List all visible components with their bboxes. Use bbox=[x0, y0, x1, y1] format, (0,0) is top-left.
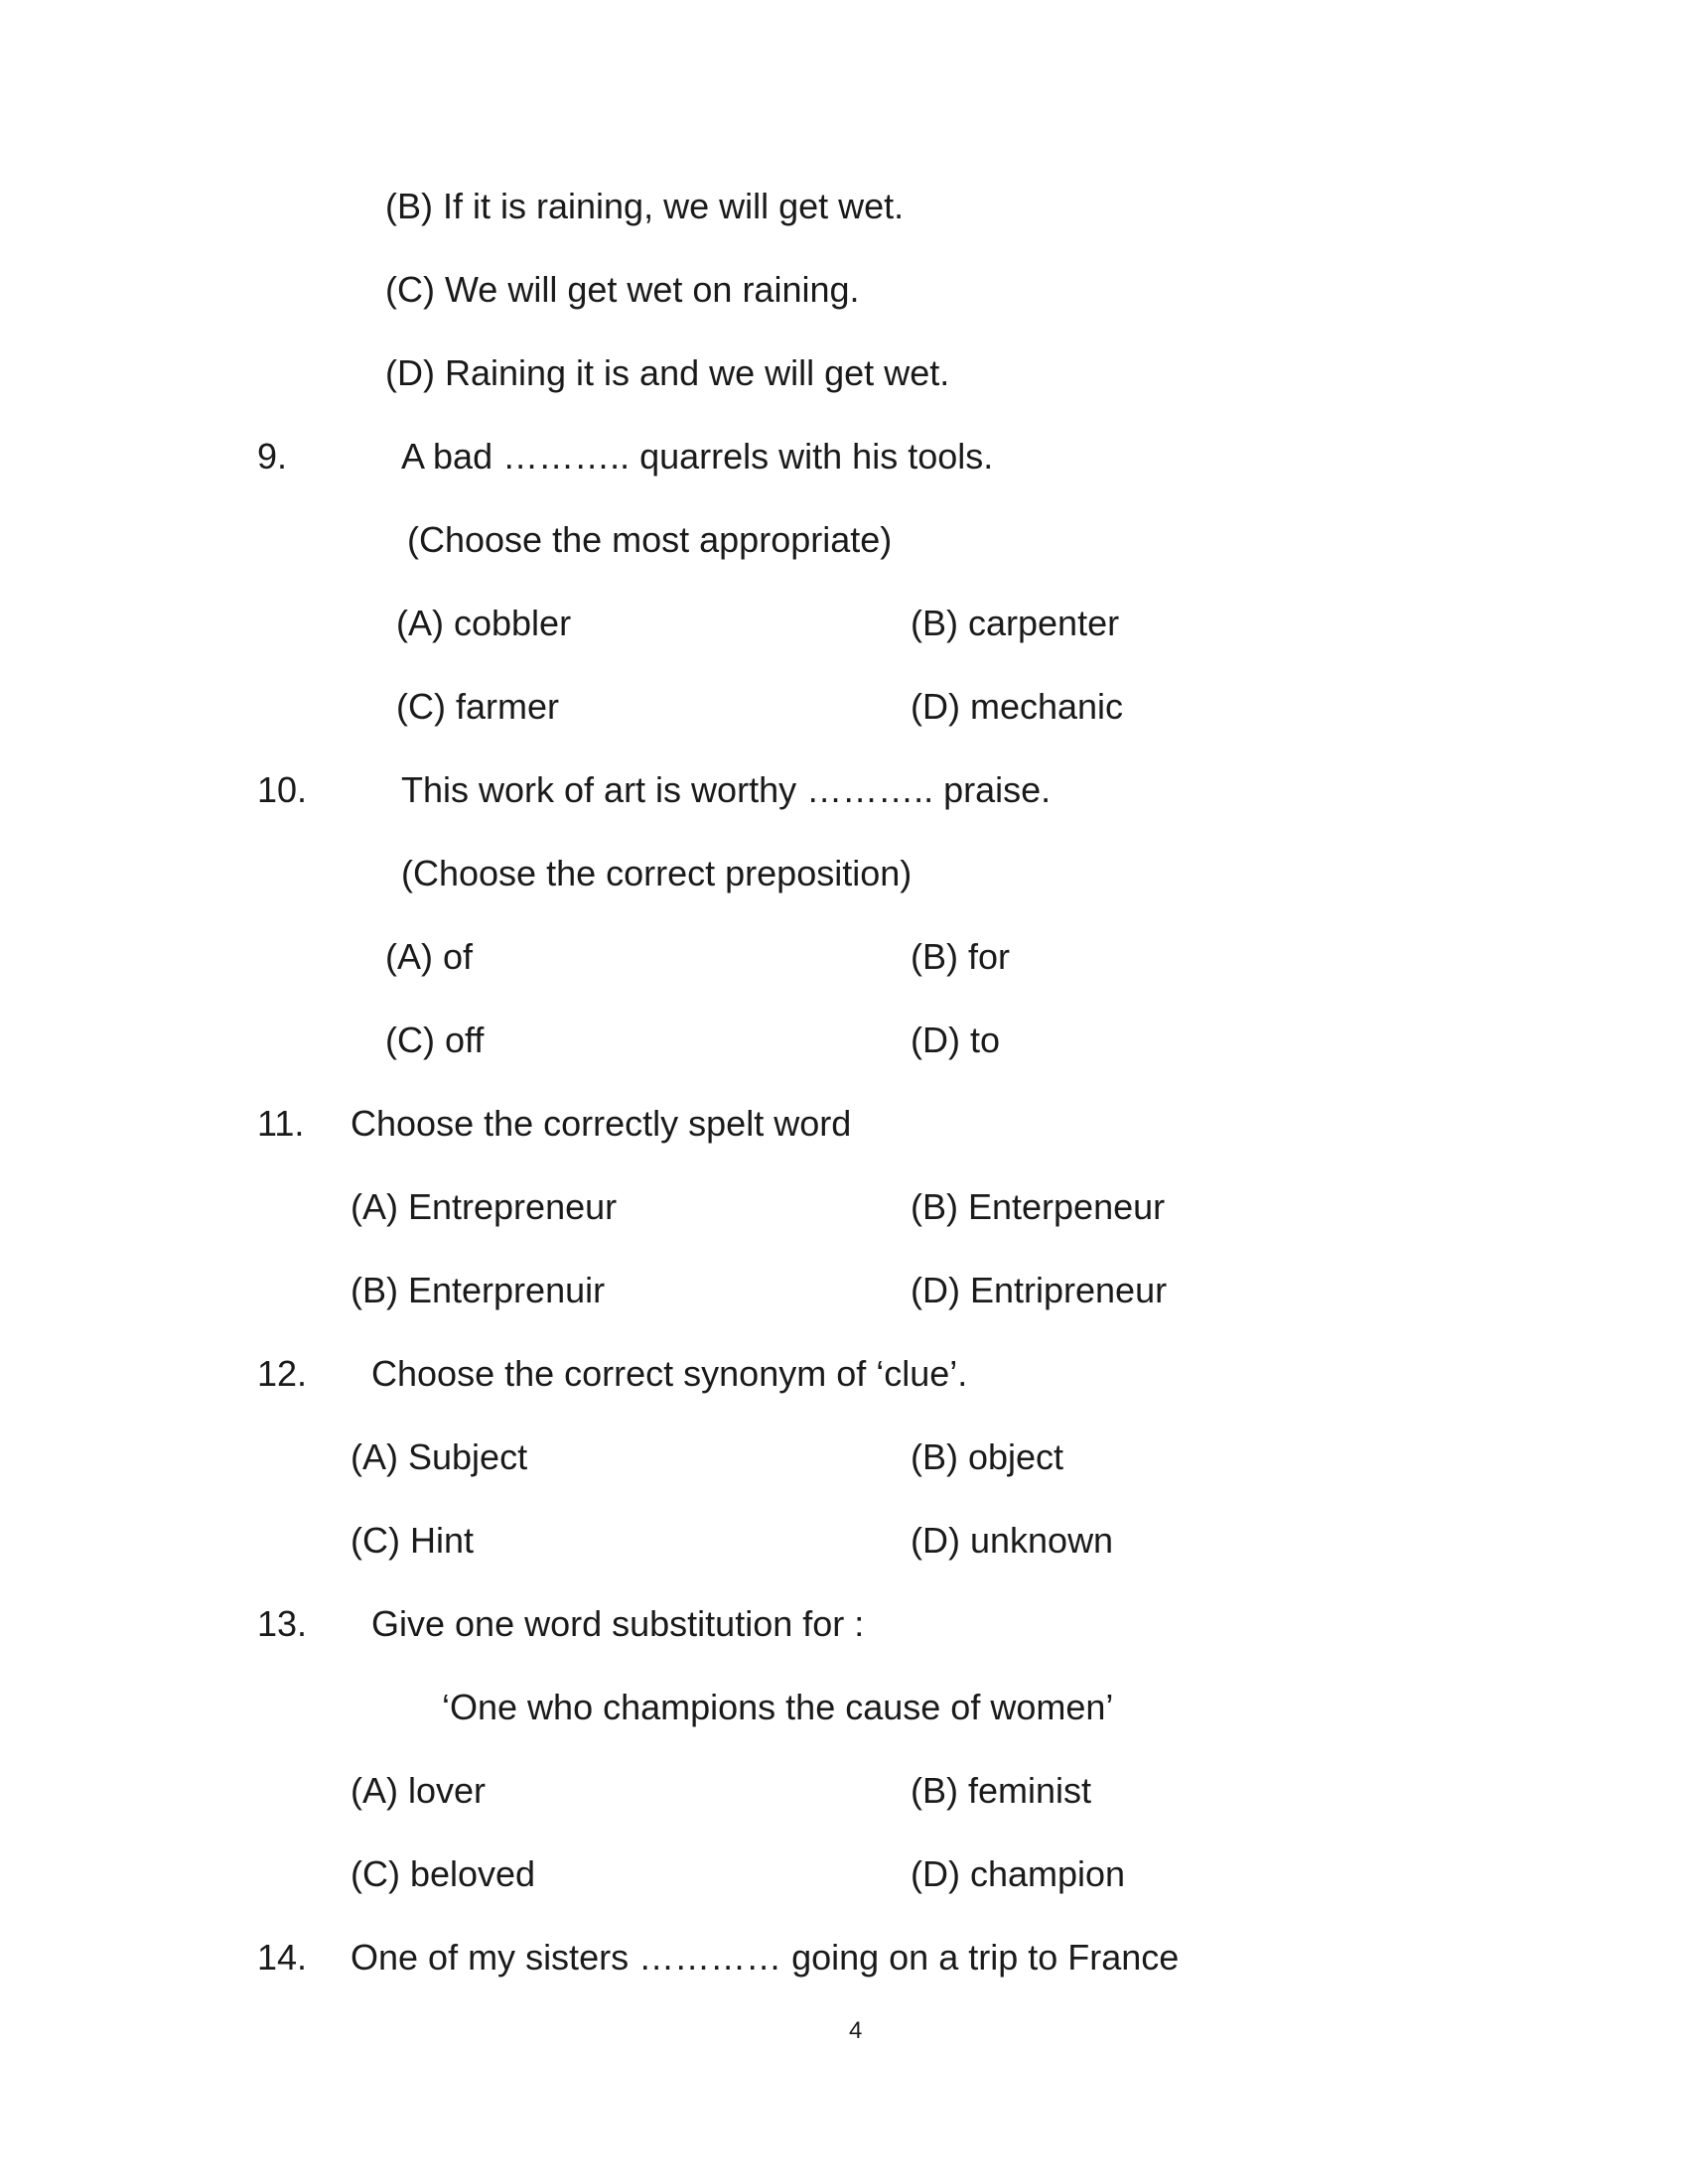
q9-text: A bad ……….. quarrels with his tools. bbox=[401, 436, 994, 477]
q12-text: Choose the correct synonym of ‘clue’. bbox=[371, 1353, 968, 1394]
q13-option-c: (C) beloved bbox=[351, 1853, 536, 1894]
q9-option-b: (B) carpenter bbox=[911, 603, 1120, 643]
q9-option-c: (C) farmer bbox=[396, 686, 559, 727]
q10-option-d: (D) to bbox=[911, 1020, 1000, 1060]
page-number: 4 bbox=[849, 2017, 863, 2044]
q8-option-d: (D) Raining it is and we will get wet. bbox=[385, 352, 950, 393]
q12-option-b: (B) object bbox=[911, 1436, 1064, 1477]
q10-option-b: (B) for bbox=[911, 936, 1011, 977]
q11-option-c: (B) Enterprenuir bbox=[351, 1270, 606, 1310]
q11-number: 11. bbox=[257, 1103, 305, 1144]
q10-number: 10. bbox=[257, 769, 308, 810]
q9-number: 9. bbox=[257, 436, 288, 477]
q13-quote: ‘One who champions the cause of women’ bbox=[442, 1687, 1114, 1727]
q11-text: Choose the correctly spelt word bbox=[351, 1103, 852, 1144]
q14-number: 14. bbox=[257, 1937, 308, 1978]
q9-instruction: (Choose the most appropriate) bbox=[407, 519, 893, 560]
q12-option-a: (A) Subject bbox=[351, 1436, 528, 1477]
q12-number: 12. bbox=[257, 1353, 308, 1394]
q13-text: Give one word substitution for : bbox=[371, 1603, 865, 1644]
q13-option-b: (B) feminist bbox=[911, 1770, 1092, 1811]
q9-option-d: (D) mechanic bbox=[911, 686, 1124, 727]
q10-instruction: (Choose the correct preposition) bbox=[401, 853, 913, 893]
q9-option-a: (A) cobbler bbox=[396, 603, 572, 643]
q13-number: 13. bbox=[257, 1603, 308, 1644]
q13-option-d: (D) champion bbox=[911, 1853, 1126, 1894]
q11-option-b: (B) Enterpeneur bbox=[911, 1186, 1166, 1227]
q10-option-c: (C) off bbox=[385, 1020, 485, 1060]
q8-option-c: (C) We will get wet on raining. bbox=[385, 269, 860, 310]
q12-option-c: (C) Hint bbox=[351, 1520, 474, 1561]
q11-option-d: (D) Entripreneur bbox=[911, 1270, 1168, 1310]
q13-option-a: (A) lover bbox=[351, 1770, 487, 1811]
q11-option-a: (A) Entrepreneur bbox=[351, 1186, 618, 1227]
q14-text: One of my sisters ………… going on a trip to France bbox=[351, 1937, 1180, 1978]
q10-text: This work of art is worthy ……….. praise. bbox=[401, 769, 1052, 810]
q12-option-d: (D) unknown bbox=[911, 1520, 1114, 1561]
q8-option-b: (B) If it is raining, we will get wet. bbox=[385, 186, 905, 226]
q10-option-a: (A) of bbox=[385, 936, 474, 977]
